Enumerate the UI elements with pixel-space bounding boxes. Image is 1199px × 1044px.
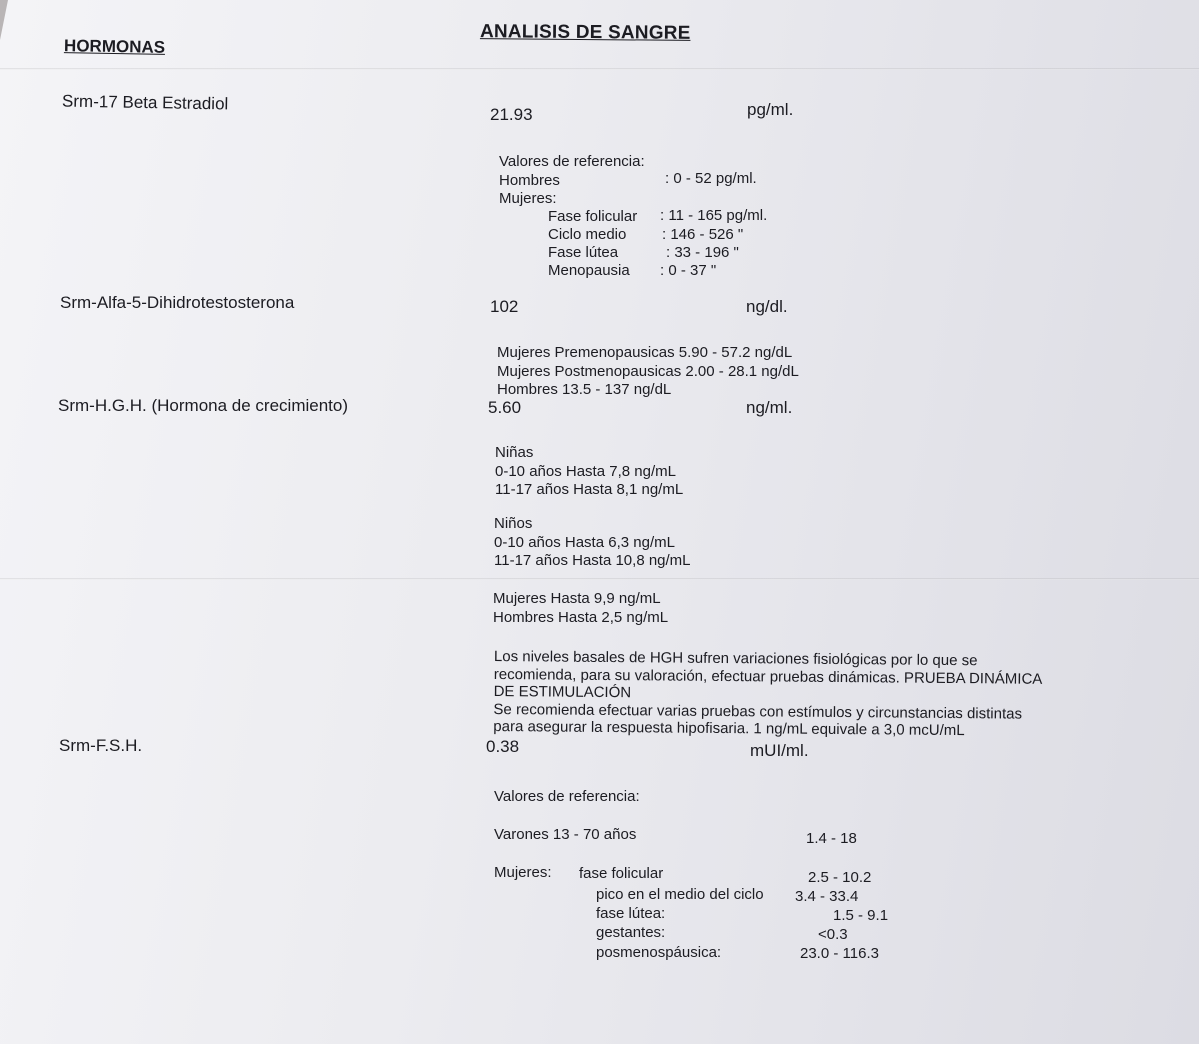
ref-line: Hombres Hasta 2,5 ng/mL — [493, 608, 669, 626]
ref-line: Mujeres Postmenopausicas 2.00 - 28.1 ng/dL — [497, 362, 799, 380]
test-value-hgh: 5.60 — [488, 398, 522, 417]
phase-label: Fase folicular — [548, 208, 638, 225]
test-name-dht: Srm-Alfa-5-Dihidrotestosterona — [60, 293, 295, 312]
ref-line: Niños — [494, 515, 533, 532]
ref-label-mujeres: Mujeres: — [499, 190, 557, 207]
ref-line: 0-10 años Hasta 7,8 ng/mL — [495, 462, 676, 480]
test-name-hgh: Srm-H.G.H. (Hormona de crecimiento) — [58, 396, 349, 415]
ref-list-adults — [493, 590, 668, 627]
ref-line: Mujeres Hasta 9,9 ng/mL — [493, 590, 661, 607]
note-line: para asegurar la respuesta hipofisaria. 1 ng/mL equivale a 3,0 mcU/mL — [493, 717, 965, 740]
ref-label-hombres: Hombres — [499, 172, 560, 189]
ref-line: Mujeres Premenopausicas 5.90 - 57.2 ng/dL — [497, 344, 793, 361]
phase-label: gestantes: — [596, 924, 666, 941]
test-value-fsh: 0.38 — [486, 737, 520, 756]
ref-list-ninas — [495, 444, 683, 500]
phase-label: Menopausia — [548, 262, 630, 279]
ref-line: 0-10 años Hasta 6,3 ng/mL — [494, 533, 675, 551]
phase-label: Fase lútea — [548, 244, 619, 261]
phase-range: <0.3 — [818, 926, 848, 943]
document-title: ANALISIS DE SANGRE — [479, 21, 691, 44]
phase-range: 23.0 - 116.3 — [800, 945, 879, 962]
note-line: DE ESTIMULACIÓN — [493, 682, 632, 702]
ref-label-varones: Varones 13 - 70 años — [494, 826, 637, 843]
section-heading: HORMONAS — [63, 36, 166, 57]
ref-line: Hombres 13.5 - 137 ng/dL — [497, 381, 672, 398]
paper-fold — [0, 578, 1199, 580]
ref-title-estradiol: Valores de referencia: — [499, 153, 645, 170]
ref-range-hombres: : 0 - 52 pg/ml. — [665, 170, 757, 187]
phase-range: : 146 - 526 " — [662, 226, 744, 243]
phase-range: 2.5 - 10.2 — [808, 869, 872, 886]
ref-list-dht — [497, 344, 799, 400]
phase-range: : 0 - 37 " — [660, 262, 717, 279]
test-unit-fsh: mUI/ml. — [750, 741, 809, 760]
test-value-estradiol: 21.93 — [490, 105, 533, 124]
ref-range-varones: 1.4 - 18 — [806, 830, 857, 847]
phase-range: : 11 - 165 pg/ml. — [660, 207, 768, 224]
test-name-fsh: Srm-F.S.H. — [59, 736, 143, 755]
ref-line: 11-17 años Hasta 8,1 ng/mL — [495, 481, 684, 498]
phase-range: 1.5 - 9.1 — [833, 907, 889, 924]
ref-list-ninos — [494, 515, 691, 571]
phase-label: posmenospáusica: — [596, 944, 722, 961]
phase-label: Ciclo medio — [548, 226, 627, 243]
test-name-estradiol: Srm-17 Beta Estradiol — [61, 91, 229, 114]
test-unit-dht: ng/dl. — [746, 297, 788, 316]
ref-line: Niñas — [495, 444, 534, 461]
test-unit-hgh: ng/ml. — [746, 398, 793, 417]
phase-label: fase folicular — [579, 865, 664, 882]
phase-label: fase lútea: — [596, 905, 666, 922]
ref-line: 11-17 años Hasta 10,8 ng/mL — [494, 552, 691, 569]
note-line: Los niveles basales de HGH sufren variaciones fisiológicas por lo que se — [493, 648, 978, 670]
phase-label: pico en el medio del ciclo — [596, 886, 764, 903]
ref-label-mujeres-fsh: Mujeres: — [494, 864, 552, 881]
test-value-dht: 102 — [490, 297, 519, 316]
hgh-note — [493, 648, 1042, 740]
note-line: Se recomienda efectuar varias pruebas con estímulos y circunstancias distintas — [493, 700, 1023, 723]
test-unit-estradiol: pg/ml. — [747, 100, 794, 119]
ref-title-fsh: Valores de referencia: — [494, 788, 640, 805]
phase-range: : 33 - 196 " — [666, 244, 739, 261]
phase-range: 3.4 - 33.4 — [795, 888, 859, 905]
paper-fold — [0, 68, 1199, 70]
note-line: recomienda, para su valoración, efectuar pruebas dinámicas. PRUEBA DINÁMICA — [493, 665, 1043, 688]
